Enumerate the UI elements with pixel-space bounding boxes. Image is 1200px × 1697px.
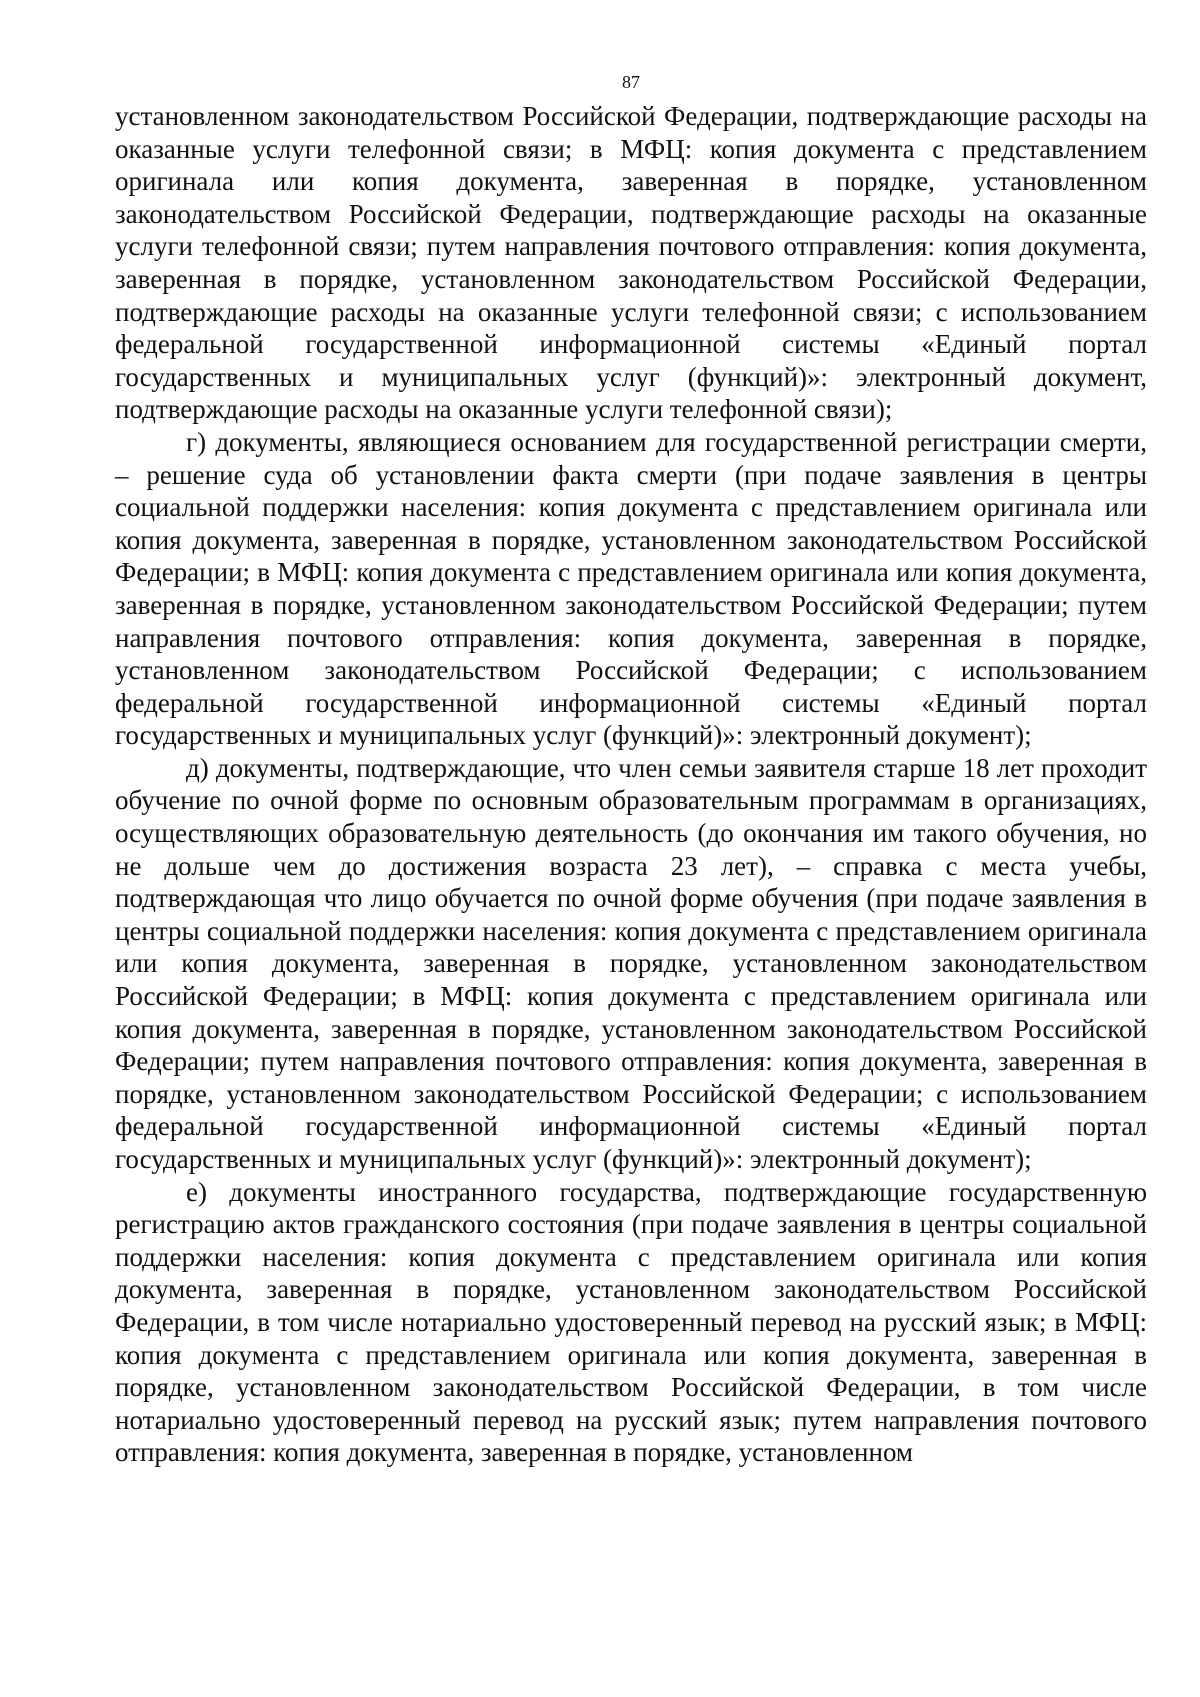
paragraph-item-d: д) документы, подтверждающие, что член семьи заявителя старше 18 лет проходит обучение по очной форме по основным образовательным программам в организациях, осуществляющих образовательную деятельность (до окончания им такого обучения, но не дольше чем до достижения возраста 23 лет), – справка с места учебы, подтверждающая что лицо обучается по очной форме обучения (при подаче заявления в центры социальной поддержки населения: копия документа с представлением оригинала или копия документа, заверенная в порядке, установленном законодательством Российской Федерации; в МФЦ: копия документа с представлением оригинала или копия документа, заверенная в порядке, установленном законодательством Российской Федерации; путем направления почтового отправления: копия документа, заверенная в порядке, установленном законодательством Российской Федерации; с использованием федеральной государственной информационной системы «Единый портал государственных и муниципальных услуг (функций)»: электронный документ); [115,752,1147,1174]
paragraph-item-g: г) документы, являющиеся основанием для государственной регистрации смерти, – решение суда об установлении факта смерти (при подаче заявления в центры социальной поддержки населения: копия документа с представлением оригинала или копия документа, заверенная в порядке, установленном законодательством Российской Федерации; в МФЦ: копия документа с представлением оригинала или копия документа, заверенная в порядке, установленном законодательством Российской Федерации; путем направления почтового отправления: копия документа, заверенная в порядке, установленном законодательством Российской Федерации; с использованием федеральной государственной информационной системы «Единый портал государственных и муниципальных услуг (функций)»: электронный документ); [115,426,1147,751]
document-body [115,100,1147,1469]
paragraph-item-e: е) документы иностранного государства, подтверждающие государственную регистрацию актов гражданского состояния (при подаче заявления в центры социальной поддержки населения: копия документа с представлением оригинала или копия документа, заверенная в порядке, установленном законодательством Российской Федерации, в том числе нотариально удостоверенный перевод на русский язык; в МФЦ: копия документа с представлением оригинала или копия документа, заверенная в порядке, установленном законодательством Российской Федерации, в том числе нотариально удостоверенный перевод на русский язык; путем направления почтового отправления: копия документа, заверенная в порядке, установленном [115,1176,1147,1468]
page-number: 87 [622,72,640,92]
paragraph-continuation: установленном законодательством Российской Федерации, подтверждающие расходы на оказанные услуги телефонной связи; в МФЦ: копия документа с представлением оригинала или копия документа, заверенная в порядке, установленном законодательством Российской Федерации, подтверждающие расходы на оказанные услуги телефонной связи; путем направления почтового отправления: копия документа, заверенная в порядке, установленном законодательством Российской Федерации, подтверждающие расходы на оказанные услуги телефонной связи; с использованием федеральной государственной информационной системы «Единый портал государственных и муниципальных услуг (функций)»: электронный документ, подтверждающие расходы на оказанные услуги телефонной связи); [115,101,1147,425]
